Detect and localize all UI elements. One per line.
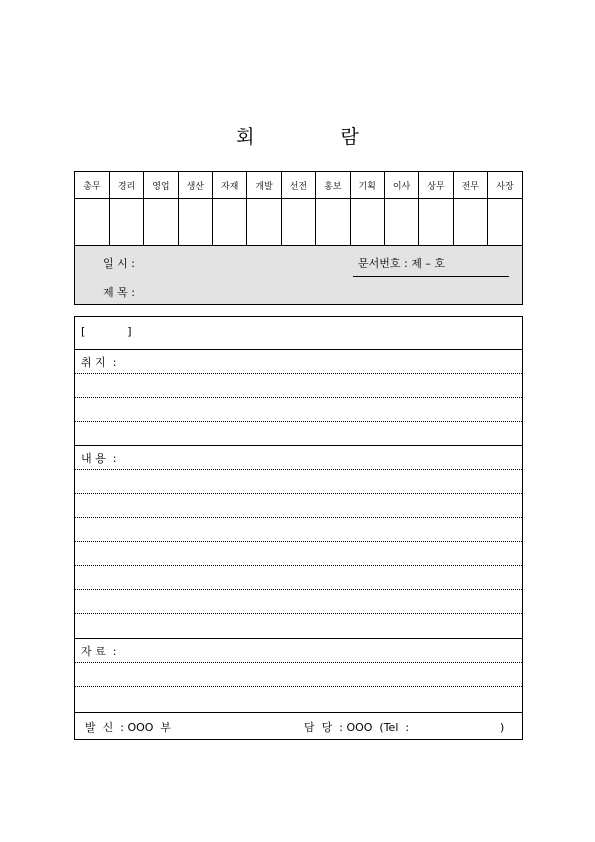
info-box (74, 245, 523, 305)
purpose-line (75, 421, 522, 445)
approval-signature-cell[interactable] (213, 199, 247, 247)
approval-table (74, 171, 523, 247)
footer-row (75, 712, 522, 739)
purpose-line (75, 397, 522, 421)
document-title (0, 122, 595, 150)
approval-column-label: 선전 (281, 172, 315, 199)
purpose-row (75, 349, 522, 373)
content-row (75, 445, 522, 469)
approval-column-label: 생산 (178, 172, 212, 199)
approval-signature-cell[interactable] (350, 199, 384, 247)
approval-signature-cell[interactable] (419, 199, 453, 247)
title-char-2: 람 (340, 126, 359, 148)
approval-column-label: 기획 (350, 172, 384, 199)
approval-column-label: 경리 (109, 172, 143, 199)
approval-signature-cell[interactable] (488, 199, 523, 247)
material-line (75, 662, 522, 686)
approval-signature-cell[interactable] (144, 199, 178, 247)
approval-column-label: 상무 (419, 172, 453, 199)
content-line (75, 517, 522, 541)
approval-signature-cell[interactable] (178, 199, 212, 247)
approval-signature-cell[interactable] (281, 199, 315, 247)
content-line (75, 541, 522, 565)
approval-column-label: 홍보 (316, 172, 350, 199)
approval-signature-cell[interactable] (453, 199, 487, 247)
content-line (75, 613, 522, 638)
purpose-label: 취 지 : (81, 356, 117, 369)
approval-column-label: 자재 (213, 172, 247, 199)
bracket-text: [ ] (81, 325, 132, 338)
contact-text: 담 당 : OOO (Tel : ) (304, 721, 505, 734)
bracket-row (75, 317, 522, 349)
material-label: 자 료 : (81, 645, 117, 658)
title-char-1: 회 (236, 126, 255, 148)
approval-signature-cell[interactable] (75, 199, 109, 247)
approval-column-label: 이사 (384, 172, 418, 199)
content-line (75, 565, 522, 589)
approval-column-label: 사장 (488, 172, 523, 199)
body-box (74, 316, 523, 740)
approval-signature-cell[interactable] (247, 199, 281, 247)
sender-text: 발 신 : OOO 부 (85, 721, 172, 734)
content-line (75, 589, 522, 613)
approval-column-label: 총무 (75, 172, 109, 199)
approval-signature-cell[interactable] (384, 199, 418, 247)
content-line (75, 493, 522, 517)
approval-signature-cell[interactable] (316, 199, 350, 247)
approval-header-row (75, 172, 522, 199)
approval-column-label: 개발 (247, 172, 281, 199)
approval-signature-row (75, 199, 522, 247)
approval-signature-cell[interactable] (109, 199, 143, 247)
approval-column-label: 영업 (144, 172, 178, 199)
material-line (75, 686, 522, 712)
approval-column-label: 전무 (453, 172, 487, 199)
subject-label: 제 목 : (103, 286, 135, 299)
purpose-line (75, 373, 522, 397)
content-line (75, 469, 522, 493)
document-number-underline (353, 276, 509, 277)
document-number-label: 문서번호 : 제 – 호 (358, 257, 445, 270)
content-label: 내 용 : (81, 452, 117, 465)
material-row (75, 638, 522, 662)
date-label: 일 시 : (103, 257, 135, 270)
